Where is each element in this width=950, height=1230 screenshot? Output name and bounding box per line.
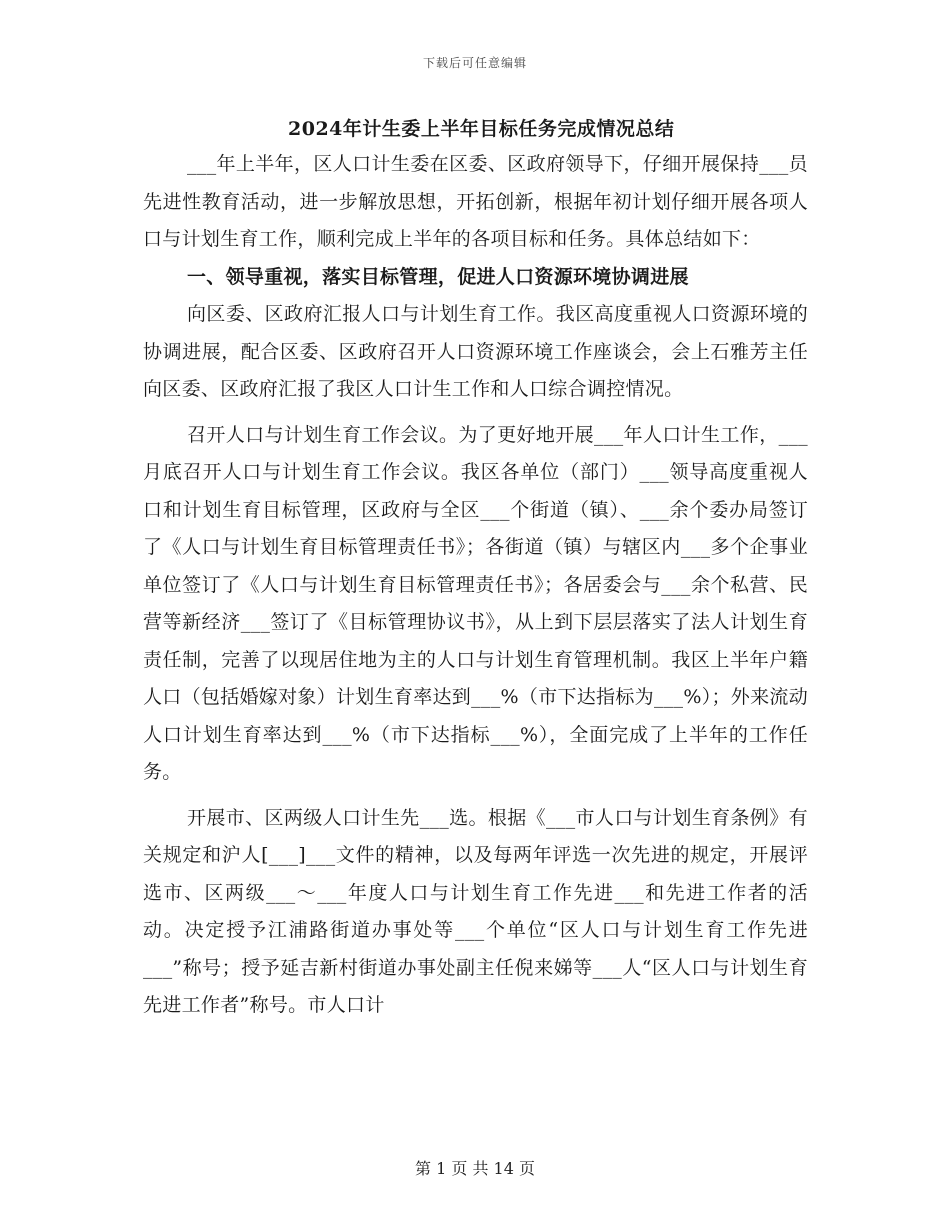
section-heading-1: 一、领导重视，落实目标管理，促进人口资源环境协调进展: [187, 265, 689, 288]
page-number: 第 1 页 共 14 页: [415, 1159, 535, 1178]
document-body: [143, 112, 808, 1025]
paragraph-meeting: 召开人口与计划生育工作会议。为了更好地开展___年人口计生工作，___月底召开人口与计划生育工作会议。我区各单位（部门）___领导高度重视人口和计划生育目标管理，区政府与全区___个街道（镇）、___余个委办局签订了《人口与计划生育目标管理责任书》；各街道（镇）与辖区内___多个企事业单位签订了《人口与计划生育目标管理责任书》；各居委会与___余个私营、民营等新经济___签订了《目标管理协议书》，从上到下层层落实了法人计划生育责任制，完善了以现居住地为主的人口与计划生育管理机制。我区上半年户籍人口（包括婚嫁对象）计划生育率达到___%（市下达指标为___%）；外来流动人口计划生育率达到___%（市下达指标___%），全面完成了上半年的工作任务。: [143, 423, 809, 783]
paragraph-report: 向区委、区政府汇报人口与计划生育工作。我区高度重视人口资源环境的协调进展，配合区委、区政府召开人口资源环境工作座谈会，会上石雅芳主任向区委、区政府汇报了我区人口计生工作和人口综合调控情况。: [143, 303, 808, 400]
document-title: 2024年计生委上半年目标任务完成情况总结: [288, 118, 675, 140]
intro-paragraph: ___年上半年，区人口计生委在区委、区政府领导下，仔细开展保持___员先进性教育活动，进一步解放思想，开拓创新，根据年初计划仔细开展各项人口与计划生育工作，顺利完成上半年的各项目标和任务。具体总结如下：: [143, 153, 808, 250]
paragraph-awards: 开展市、区两级人口计生先___选。根据《___市人口与计划生育条例》有关规定和沪人[___]___文件的精神，以及每两年评选一次先进的规定，开展评选市、区两级___～___年度人口与计划生育工作先进___和先进工作者的活动。决定授予江浦路街道办事处等___个单位“区人口与计划生育工作先进___”称号；授予延吉新村街道办事处副主任倪来娣等___人“区人口与计划生育先进工作者”称号。市人口计: [143, 806, 808, 1016]
page-header-note: 下载后可任意编辑: [422, 56, 527, 70]
